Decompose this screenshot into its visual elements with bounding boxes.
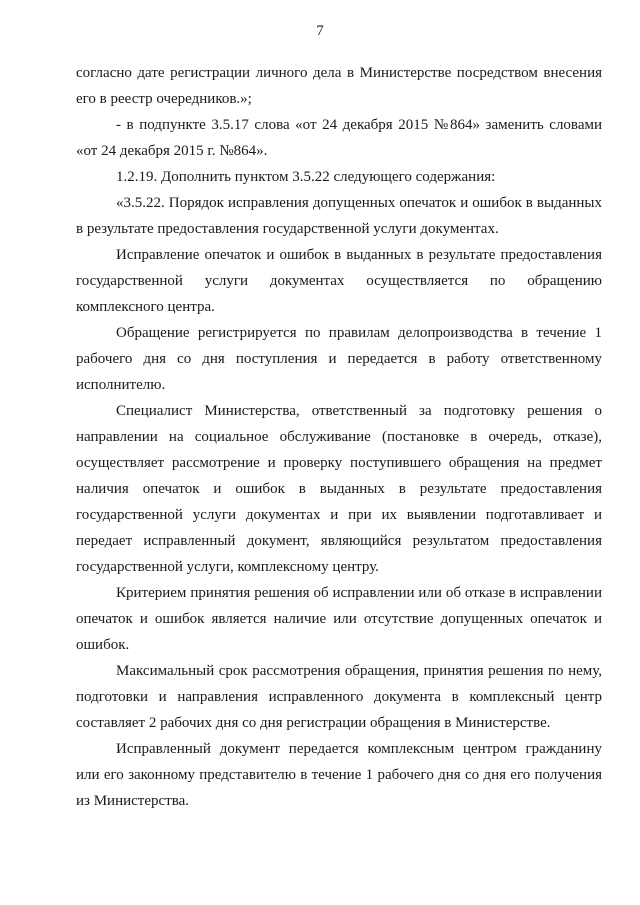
paragraph-max-term: Максимальный срок рассмотрения обращения, принятия решения по нему, подготовки и направления исправленного документа в комплексный центр составляет 2 рабочих дня со дня регистрации обращения в Министерстве. [76, 663, 602, 731]
paragraph-criterion: Критерием принятия решения об исправлении или об отказе в исправлении опечаток и ошибок является наличие или отсутствие допущенных опечаток и ошибок. [76, 585, 602, 653]
paragraph-amendment-3-5-17: - в подпункте 3.5.17 слова «от 24 декабря 2015 №864» заменить словами «от 24 декабря 2015 г. №864». [76, 117, 602, 159]
paragraph-registration: Обращение регистрируется по правилам делопроизводства в течение 1 рабочего дня со дня поступления и передается в работу ответственному исполнителю. [76, 325, 602, 393]
paragraph-transfer: Исправленный документ передается комплексным центром гражданину или его законному представителю в течение 1 рабочего дня со дня его получения из Министерства. [76, 741, 602, 809]
paragraph-continuation: согласно дате регистрации личного дела в Министерстве посредством внесения его в реестр очередников.»; [76, 65, 602, 107]
paragraph-specialist: Специалист Министерства, ответственный за подготовку решения о направлении на социальное обслуживание (постановке в очередь, отказе), осуществляет рассмотрение и проверку поступившего обращения на предмет наличия опечаток и ошибок в выданных в результате предоставления государственной услуги документах и при их выявлении подготавливает и передает исправленный документ, являющийся результатом предоставления государственной услуги, комплексному центру. [76, 403, 602, 575]
paragraph-correction-procedure: Исправление опечаток и ошибок в выданных в результате предоставления государственной услуги документах осуществляется по обращению комплексного центра. [76, 247, 602, 315]
paragraph-3-5-22-heading: «3.5.22. Порядок исправления допущенных опечаток и ошибок в выданных в результате предоставления государственной услуги документах. [76, 195, 602, 237]
paragraph-1-2-19: 1.2.19. Дополнить пунктом 3.5.22 следующего содержания: [116, 169, 496, 185]
document-body [76, 60, 602, 814]
page-number: 7 [316, 23, 324, 39]
